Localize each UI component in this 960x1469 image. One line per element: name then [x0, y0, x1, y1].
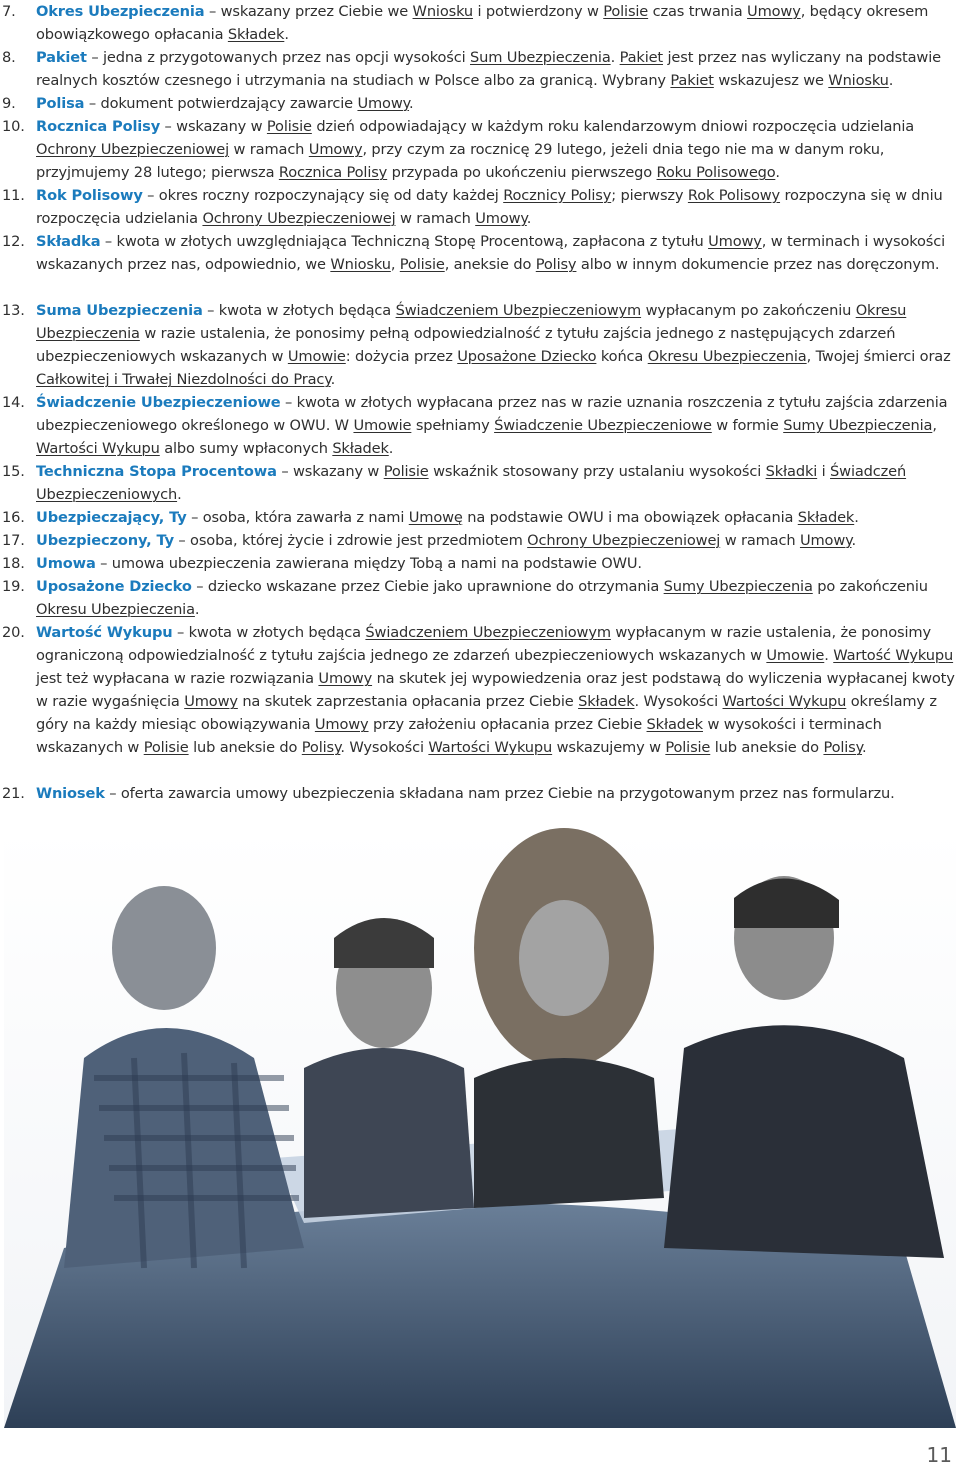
definition-text: ; pierwszy — [611, 187, 688, 204]
definition-text: w formie — [711, 417, 784, 435]
cross-reference: Umowę — [408, 509, 463, 526]
definition-text: wskaźnik stosowany przy ustalaniu wysokości — [428, 463, 766, 480]
definition-text: – oferta zawarcia umowy ubezpieczenia składana nam przez Ciebie na przygotowanym przez nas formularzu. — [104, 785, 895, 802]
definition-number: 10. — [2, 118, 25, 135]
definition-text: – osoba, która zawarła z nami — [186, 509, 409, 526]
definition-text: dzień odpowiadający w każdym roku kalendarzowym dniowi rozpoczęcia udzielania — [311, 118, 915, 135]
page-number: 11 — [926, 1443, 952, 1467]
definition-text: w ramach — [395, 210, 476, 228]
definition-item — [2, 230, 956, 276]
definition-text: określamy z góry na każdy miesiąc obowiązywania — [36, 693, 937, 734]
definition-text: i — [817, 463, 831, 480]
definition-text: , — [932, 417, 937, 435]
definition-term: Wartość Wykupu — [36, 624, 173, 641]
cross-reference: Umowy — [357, 95, 410, 112]
definition-text: albo sumy wpłaconych — [159, 440, 333, 458]
definition-number: 14. — [2, 394, 25, 411]
cross-reference: Okresu Ubezpieczenia — [36, 601, 195, 619]
definition-number: 19. — [2, 578, 25, 595]
definition-text: i potwierdzony w — [473, 3, 604, 20]
definition-text: w wysokości i terminach wskazanych w — [36, 716, 882, 757]
definition-number: 17. — [2, 532, 25, 549]
cross-reference: Składki — [765, 463, 818, 480]
cross-reference: Wniosku — [828, 72, 889, 90]
definition-term: Techniczna Stopa Procentowa — [36, 463, 277, 480]
cross-reference: Umowie — [353, 417, 412, 435]
cross-reference: Wartości Wykupu — [428, 739, 553, 757]
definition-text: . — [854, 509, 859, 526]
definition-text: – jedna z przygotowanych przez nas opcji wysokości — [86, 49, 471, 66]
cross-reference: Polisie — [603, 3, 649, 20]
definition-item — [2, 92, 956, 115]
definition-text: . Wysokości — [634, 693, 723, 711]
cross-reference: Pakiet — [619, 49, 664, 66]
definition-number: 16. — [2, 509, 25, 526]
definition-text: . — [851, 532, 857, 549]
cross-reference: Świadczenie Ubezpieczeniowe — [494, 417, 712, 435]
definition-text: – wskazany w — [160, 118, 267, 135]
definition-text: przypada po ukończeniu pierwszego — [387, 164, 657, 182]
definition-term: Okres Ubezpieczenia — [36, 3, 205, 20]
definition-item — [2, 46, 956, 92]
definition-text: – wskazany w — [276, 463, 384, 480]
definition-text: . — [330, 371, 336, 389]
cross-reference: Ochrony Ubezpieczeniowej — [202, 210, 396, 228]
cross-reference: Rocznica Polisy — [278, 164, 388, 182]
definition-text: . — [409, 95, 414, 112]
cross-reference: Składek — [646, 716, 703, 734]
definition-text: – osoba, której życie i zdrowie jest przedmiotem — [173, 532, 528, 549]
definition-item — [2, 529, 956, 552]
definition-item — [2, 184, 956, 230]
definition-item — [2, 115, 956, 184]
definition-term: Pakiet — [36, 49, 87, 66]
cross-reference: Okresu Ubezpieczenia — [36, 302, 907, 343]
definition-text: . — [888, 72, 894, 90]
cross-reference: Polisie — [383, 463, 429, 480]
cross-reference: Wartość Wykupu — [833, 647, 954, 665]
definition-item — [2, 782, 956, 805]
cross-reference: Umowy — [184, 693, 238, 711]
definition-number: 12. — [2, 233, 25, 250]
cross-reference: Świadczeniem Ubezpieczeniowym — [395, 302, 642, 319]
definition-term: Suma Ubezpieczenia — [36, 302, 203, 319]
definition-text: , — [390, 256, 400, 274]
cross-reference: Polisy — [823, 739, 863, 757]
definition-item — [2, 621, 956, 760]
definition-text: , w terminach i wysokości wskazanych przez nas, odpowiednio, we — [36, 233, 946, 274]
definition-item — [2, 552, 956, 575]
cross-reference: Wartości Wykupu — [36, 440, 160, 458]
cross-reference: Umowy — [308, 141, 363, 159]
definition-text: końca — [596, 348, 648, 366]
definition-text: lub aneksie do — [710, 739, 824, 757]
cross-reference: Polisie — [399, 256, 445, 274]
cross-reference: Umowy — [747, 3, 801, 20]
cross-reference: Składek — [797, 509, 855, 526]
definition-text: wskazujesz we — [713, 72, 829, 90]
definition-text: w ramach — [229, 141, 309, 159]
definition-number: 15. — [2, 463, 25, 480]
person-center-right — [474, 828, 664, 1208]
definition-text: na skutek zaprzestania opłacania przez Ciebie — [237, 693, 579, 711]
definition-text: – dziecko wskazane przez Ciebie jako uprawnione do otrzymania — [191, 578, 664, 595]
definition-text: – kwota w złotych będąca — [172, 624, 366, 641]
definition-text: , aneksie do — [444, 256, 536, 274]
cross-reference: Polisie — [266, 118, 312, 135]
definition-term: Umowa — [36, 555, 96, 572]
definition-text: , będący okresem obowiązkowego opłacania — [36, 3, 929, 44]
definition-text: . — [526, 210, 532, 228]
cross-reference: Ochrony Ubezpieczeniowej — [36, 141, 230, 159]
cross-reference: Umowie — [287, 348, 346, 366]
cross-reference: Świadczeniem Ubezpieczeniowym — [365, 624, 611, 641]
definition-number: 8. — [2, 49, 16, 66]
definition-text: . — [284, 26, 289, 44]
cross-reference: Wartości Wykupu — [722, 693, 847, 711]
definition-item — [2, 575, 956, 621]
definition-item — [2, 460, 956, 506]
definition-text: na podstawie OWU i ma obowiązek opłacania — [462, 509, 798, 526]
definition-text: – wskazany przez Ciebie we — [204, 3, 413, 20]
cross-reference: Całkowitej i Trwałej Niezdolności do Pracy — [36, 371, 331, 389]
definition-text: – dokument potwierdzający zawarcie — [84, 95, 358, 112]
cross-reference: Wniosku — [412, 3, 474, 20]
definition-text: . — [177, 486, 182, 504]
definition-term: Świadczenie Ubezpieczeniowe — [36, 394, 281, 411]
definition-number: 13. — [2, 302, 25, 319]
definition-text: lub aneksie do — [188, 739, 302, 757]
cross-reference: Rok Polisowy — [687, 187, 781, 204]
definition-term: Rocznica Polisy — [36, 118, 161, 135]
definition-text: – kwota w złotych uwzględniająca Techniczną Stopę Procentową, zapłacona z tytułu — [100, 233, 709, 250]
definition-text: wypłacanym po zakończeniu — [641, 302, 856, 319]
cross-reference: Umowy — [708, 233, 762, 250]
students-photo — [4, 828, 956, 1428]
cross-reference: Świadczeń Ubezpieczeniowych — [36, 463, 907, 504]
definition-term: Ubezpieczony, Ty — [36, 532, 174, 549]
definition-text: przy założeniu opłacania przez Ciebie — [368, 716, 647, 734]
cross-reference: Sum Ubezpieczenia — [470, 49, 611, 66]
definition-text: , Twojej śmierci oraz — [806, 348, 951, 366]
cross-reference: Uposażone Dziecko — [457, 348, 597, 366]
definition-term: Uposażone Dziecko — [36, 578, 192, 595]
definition-text: jest przez nas wyliczany na podstawie realnych kosztów czesnego i utrzymania na studiach w Polsce albo za granicą. Wybrany — [36, 49, 941, 90]
definition-text: w razie ustalenia, że ponosimy pełną odpowiedzialność z tytułu zajścia jednego z następujących zdarzeń ubezpieczeniowych wskazanych w — [36, 325, 896, 366]
definition-text: . — [862, 739, 867, 757]
cross-reference: Składek — [227, 26, 285, 44]
definition-number: 11. — [2, 187, 25, 204]
definition-text: – kwota w złotych będąca — [202, 302, 396, 319]
definition-number: 18. — [2, 555, 25, 572]
cross-reference: Sumy Ubezpieczenia — [783, 417, 933, 435]
definition-text: albo w innym dokumencie przez nas doręczonym. — [576, 256, 940, 274]
definition-number: 21. — [2, 785, 25, 802]
definition-text: : dożycia przez — [345, 348, 458, 366]
definition-term: Polisa — [36, 95, 85, 112]
definition-text: – umowa ubezpieczenia zawierana między Tobą a nami na podstawie OWU. — [95, 555, 642, 572]
cross-reference: Polisy — [535, 256, 577, 274]
cross-reference: Umowy — [318, 670, 373, 688]
definition-text: – kwota w złotych wypłacana przez nas w razie uznania roszczenia z tytułu zajścia zdarzenia ubezpieczeniowego określonego w OWU. W — [36, 394, 948, 435]
definition-text: jest też wypłacana w razie rozwiązania — [36, 670, 319, 688]
definition-text: . Wysokości — [340, 739, 429, 757]
cross-reference: Pakiet — [670, 72, 714, 90]
definition-text: – okres roczny rozpoczynający się od daty każdej — [142, 187, 504, 204]
definition-number: 9. — [2, 95, 16, 112]
cross-reference: Okresu Ubezpieczenia — [647, 348, 807, 366]
cross-reference: Ochrony Ubezpieczeniowej — [527, 532, 721, 549]
cross-reference: Sumy Ubezpieczenia — [663, 578, 813, 595]
definition-item — [2, 299, 956, 391]
cross-reference: Rocznicy Polisy — [503, 187, 612, 204]
cross-reference: Umowy — [475, 210, 527, 228]
definition-term: Składka — [36, 233, 101, 250]
definition-text: czas trwania — [648, 3, 748, 20]
definition-text: . — [388, 440, 394, 458]
definition-text: wypłacanym w razie ustalenia, że ponosimy ograniczoną odpowiedzialność z tytułu zajścia jednego ze zdarzeń ubezpieczeniowych wskazanych w — [36, 624, 931, 665]
definition-item — [2, 506, 956, 529]
cross-reference: Polisie — [665, 739, 711, 757]
definition-term: Ubezpieczający, Ty — [36, 509, 187, 526]
cross-reference: Roku Polisowego — [656, 164, 776, 182]
definition-text: na skutek jej wypowiedzenia oraz jest podstawą do wyliczenia wypłacanej kwoty w razie wygaśnięcia — [36, 670, 955, 711]
definition-item — [2, 391, 956, 460]
definition-number: 20. — [2, 624, 25, 641]
cross-reference: Polisie — [143, 739, 189, 757]
definition-text: rozpoczyna się w dniu rozpoczęcia udzielania — [36, 187, 943, 228]
definition-text: spełniamy — [411, 417, 495, 435]
cross-reference: Wniosku — [330, 256, 391, 274]
cross-reference: Umowie — [766, 647, 825, 665]
definition-term: Wniosek — [36, 785, 105, 802]
definition-text: . — [824, 647, 834, 665]
definition-number: 7. — [2, 3, 16, 20]
definition-item — [2, 0, 956, 46]
cross-reference: Składek — [578, 693, 635, 711]
cross-reference: Składek — [332, 440, 389, 458]
definition-text: wskazujemy w — [552, 739, 666, 757]
definition-text: . — [775, 164, 780, 182]
cross-reference: Polisy — [301, 739, 341, 757]
definition-text: po zakończeniu — [812, 578, 928, 595]
cross-reference: Umowy — [799, 532, 852, 549]
definition-term: Rok Polisowy — [36, 187, 143, 204]
definition-text: w ramach — [720, 532, 800, 549]
definition-text: , przy czym za rocznicę 29 lutego, jeżeli dnia tego nie ma w danym roku, przyjmujemy 28 lutego; pierwsza — [36, 141, 885, 182]
definition-text: . — [610, 49, 620, 66]
definition-text: . — [194, 601, 200, 619]
cross-reference: Umowy — [314, 716, 369, 734]
